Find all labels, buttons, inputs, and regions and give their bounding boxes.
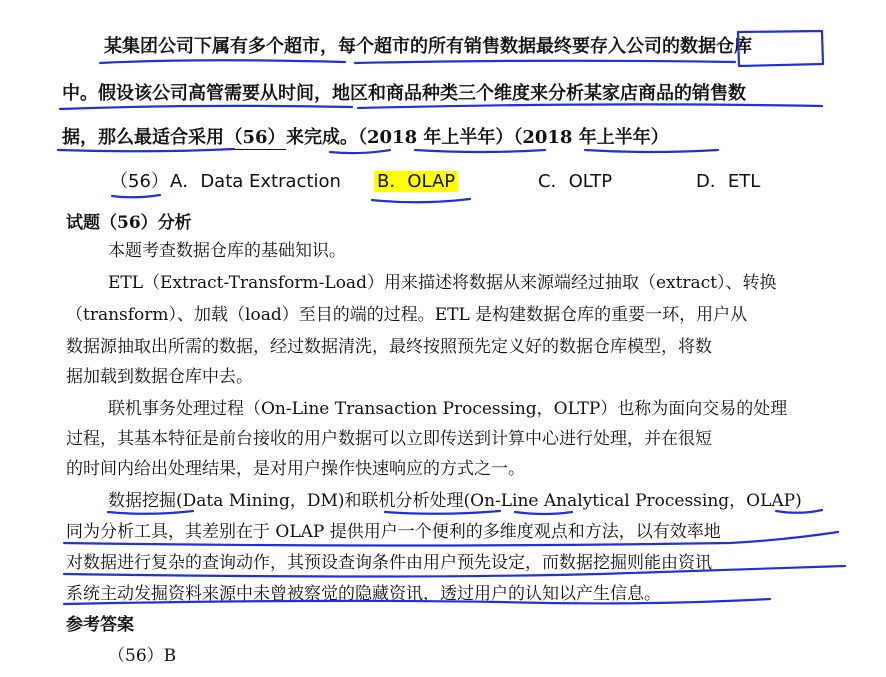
option-c: C．OLTP: [538, 171, 613, 192]
analysis-line: 同为分析工具，其差别在于 OLAP 提供用户一个便利的多维度观点和方法，以有效率地: [66, 522, 721, 542]
answer-heading: 参考答案: [66, 615, 134, 635]
analysis-line: 系统主动发掘资料来源中未曾被察觉的隐藏资讯，透过用户的认知以产生信息。: [66, 584, 661, 604]
question-line-3: [62, 127, 669, 150]
underline-stroke: [372, 199, 470, 202]
analysis-line: 过程，其基本特征是前台接收的用户数据可以立即传送到计算中心进行处理，并在很短: [66, 429, 712, 449]
underline-stroke: [355, 61, 735, 63]
underline-stroke: [112, 195, 160, 197]
underline-stroke: [60, 106, 352, 109]
underline-stroke: [100, 60, 345, 63]
option-b: [374, 171, 458, 193]
option-b-highlight: B．OLAP: [374, 171, 458, 192]
question-line-2: 中。假设该公司高管需要从时间，地区和商品种类三个维度来分析某家店商品的销售数: [62, 83, 746, 104]
underline-stroke: [415, 150, 545, 152]
underline-stroke: [585, 150, 718, 152]
analysis-line: 的时间内给出处理结果，是对用户操作快速响应的方式之一。: [66, 459, 525, 479]
analysis-heading: 试题（56）分析: [66, 213, 192, 233]
option-d: D．ETL: [696, 171, 761, 192]
question-line-1: 某集团公司下属有多个超市，每个超市的所有销售数据最终要存入公司的数据仓库: [104, 36, 752, 57]
question-line-3-suffix: 来完成。（2018 年上半年）（2018 年上半年）: [286, 127, 669, 148]
analysis-line: 对数据进行复杂的查询动作，其预设查询条件由用户预先设定，而数据挖掘则能由资讯: [66, 553, 712, 573]
option-a: A．Data Extraction: [170, 171, 341, 192]
option-number: （56）: [110, 171, 169, 192]
analysis-line: 联机事务处理过程（On-Line Transaction Processing，OLTP）也称为面向交易的处理: [108, 399, 788, 419]
analysis-line: 据加载到数据仓库中去。: [66, 367, 253, 387]
analysis-line: 数据挖掘(Data Mining，DM)和联机分析处理(On-Line Analytical Processing，OLAP): [108, 491, 802, 511]
answer-blank: （56）: [224, 127, 286, 148]
analysis-line: ETL（Extract-Transform-Load）用来描述将数据从来源端经过抽取（extract）、转换: [108, 273, 777, 293]
question-line-3-prefix: 据，那么最适合采用: [62, 127, 224, 148]
analysis-line: （transform）、加载（load）至目的端的过程。ETL 是构建数据仓库的重要一环，用户从: [66, 305, 748, 325]
analysis-line: 本题考查数据仓库的基础知识。: [108, 241, 346, 261]
answer-value: （56）B: [108, 646, 177, 666]
analysis-line: 数据源抽取出所需的数据，经过数据清洗，最终按照预先定义好的数据仓库模型，将数: [66, 337, 712, 357]
underline-stroke: [330, 150, 390, 153]
underline-stroke: [515, 512, 572, 514]
